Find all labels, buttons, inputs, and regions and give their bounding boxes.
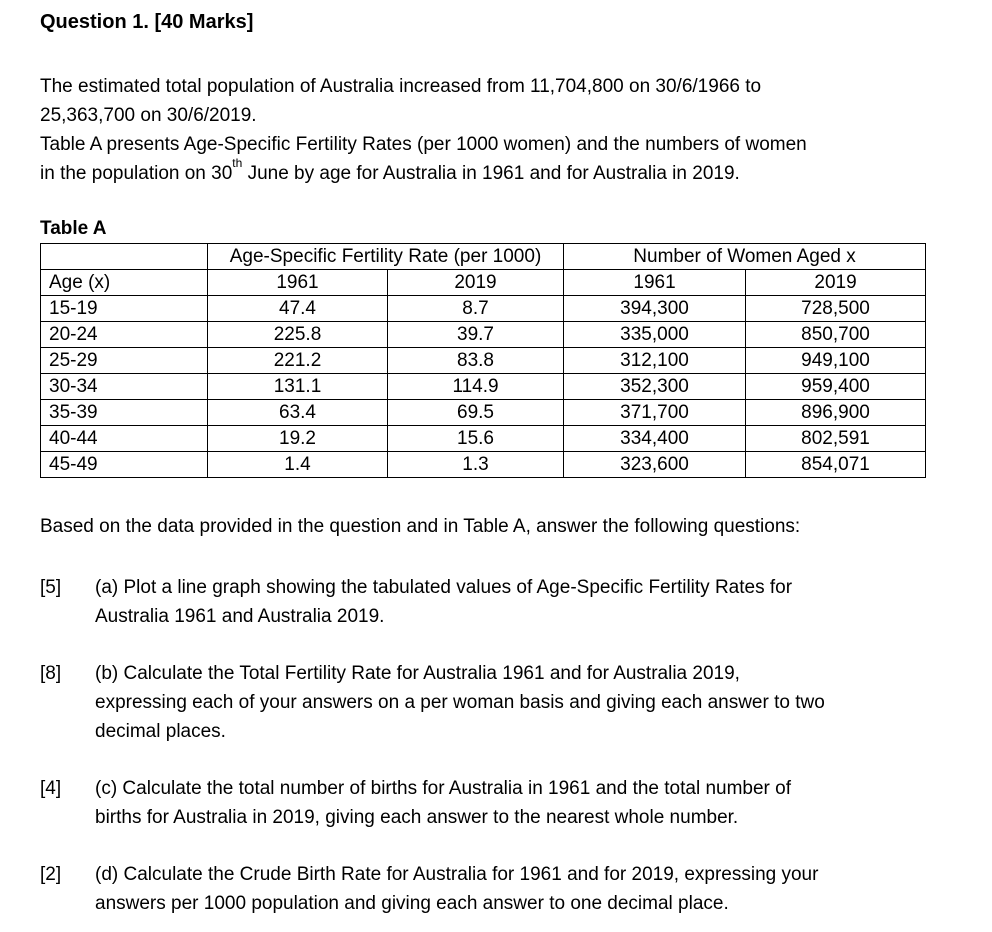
question-b-marks: [8] — [40, 663, 62, 684]
cell-asfr-1961: 19.2 — [208, 426, 388, 452]
column-header-row — [41, 270, 926, 296]
women-2019-header: 2019 — [746, 270, 926, 296]
table-row — [41, 322, 926, 348]
cell-age: 45-49 — [41, 452, 208, 478]
intro-line: 25,363,700 on 30/6/2019. — [40, 105, 257, 126]
question-line: (a) Plot a line graph showing the tabulated values of Age-Specific Fertility Rates for — [95, 577, 793, 598]
fertility-group-header: Age-Specific Fertility Rate (per 1000) — [208, 244, 564, 270]
cell-age: 15-19 — [41, 296, 208, 322]
question-a — [40, 573, 962, 631]
question-a-text — [95, 573, 962, 631]
cell-asfr-1961: 131.1 — [208, 374, 388, 400]
question-line: expressing each of your answers on a per woman basis and giving each answer to two — [95, 692, 825, 713]
intro-line — [40, 156, 962, 188]
question-b-text — [95, 659, 962, 746]
intro-line: Table A presents Age-Specific Fertility Rates (per 1000 women) and the numbers of women — [40, 134, 807, 155]
intro-paragraph — [40, 72, 962, 188]
cell-women-1961: 352,300 — [564, 374, 746, 400]
question-line: answers per 1000 population and giving each answer to one decimal place. — [95, 893, 729, 914]
age-column-header: Age (x) — [41, 270, 208, 296]
cell-age: 35-39 — [41, 400, 208, 426]
cell-age: 40-44 — [41, 426, 208, 452]
group-header-row — [41, 244, 926, 270]
question-heading: Question 1. [40 Marks] — [40, 11, 254, 33]
question-c — [40, 774, 962, 832]
cell-asfr-2019: 114.9 — [388, 374, 564, 400]
women-1961-header: 1961 — [564, 270, 746, 296]
cell-women-1961: 312,100 — [564, 348, 746, 374]
asfr-1961-header: 1961 — [208, 270, 388, 296]
question-line: (c) Calculate the total number of births for Australia in 1961 and the total number of — [95, 778, 791, 799]
cell-women-2019: 854,071 — [746, 452, 926, 478]
cell-women-2019: 949,100 — [746, 348, 926, 374]
intro-line4-post: June by age for Australia in 1961 and for Australia in 2019. — [242, 163, 740, 184]
table-row — [41, 296, 926, 322]
table-label: Table A — [40, 218, 107, 239]
cell-women-1961: 323,600 — [564, 452, 746, 478]
question-line: (d) Calculate the Crude Birth Rate for Australia for 1961 and for 2019, expressing your — [95, 864, 819, 885]
cell-asfr-2019: 39.7 — [388, 322, 564, 348]
cell-asfr-2019: 8.7 — [388, 296, 564, 322]
question-c-marks: [4] — [40, 778, 62, 799]
cell-women-1961: 371,700 — [564, 400, 746, 426]
cell-asfr-1961: 63.4 — [208, 400, 388, 426]
question-c-text — [95, 774, 962, 832]
cell-asfr-1961: 225.8 — [208, 322, 388, 348]
question-b — [40, 659, 962, 746]
corner-cell — [41, 244, 208, 270]
question-a-marks: [5] — [40, 577, 62, 598]
table-row — [41, 426, 926, 452]
question-d — [40, 860, 962, 918]
fertility-table — [40, 243, 926, 478]
question-line: births for Australia in 2019, giving each answer to the nearest whole number. — [95, 807, 739, 828]
cell-asfr-2019: 69.5 — [388, 400, 564, 426]
cell-women-2019: 959,400 — [746, 374, 926, 400]
question-line: Australia 1961 and Australia 2019. — [95, 606, 385, 627]
cell-age: 25-29 — [41, 348, 208, 374]
cell-women-2019: 896,900 — [746, 400, 926, 426]
cell-asfr-2019: 83.8 — [388, 348, 564, 374]
cell-asfr-1961: 1.4 — [208, 452, 388, 478]
cell-women-1961: 334,400 — [564, 426, 746, 452]
based-on-text: Based on the data provided in the question and in Table A, answer the following questions: — [40, 516, 801, 537]
cell-age: 20-24 — [41, 322, 208, 348]
table-row — [41, 452, 926, 478]
question-d-text — [95, 860, 962, 918]
table-row — [41, 374, 926, 400]
table-row — [41, 348, 926, 374]
asfr-2019-header: 2019 — [388, 270, 564, 296]
cell-age: 30-34 — [41, 374, 208, 400]
intro-line4-pre: in the population on 30 — [40, 163, 233, 184]
ordinal-superscript: th — [232, 156, 243, 171]
questions-list — [40, 573, 962, 918]
question-d-marks: [2] — [40, 864, 62, 885]
cell-women-1961: 394,300 — [564, 296, 746, 322]
cell-women-2019: 802,591 — [746, 426, 926, 452]
cell-asfr-1961: 47.4 — [208, 296, 388, 322]
women-group-header: Number of Women Aged x — [564, 244, 926, 270]
cell-women-1961: 335,000 — [564, 322, 746, 348]
question-line: (b) Calculate the Total Fertility Rate for Australia 1961 and for Australia 2019, — [95, 663, 740, 684]
question-line: decimal places. — [95, 721, 226, 742]
cell-asfr-2019: 1.3 — [388, 452, 564, 478]
cell-women-2019: 728,500 — [746, 296, 926, 322]
intro-line: The estimated total population of Australia increased from 11,704,800 on 30/6/1966 to — [40, 76, 762, 97]
table-row — [41, 400, 926, 426]
cell-asfr-1961: 221.2 — [208, 348, 388, 374]
cell-women-2019: 850,700 — [746, 322, 926, 348]
cell-asfr-2019: 15.6 — [388, 426, 564, 452]
